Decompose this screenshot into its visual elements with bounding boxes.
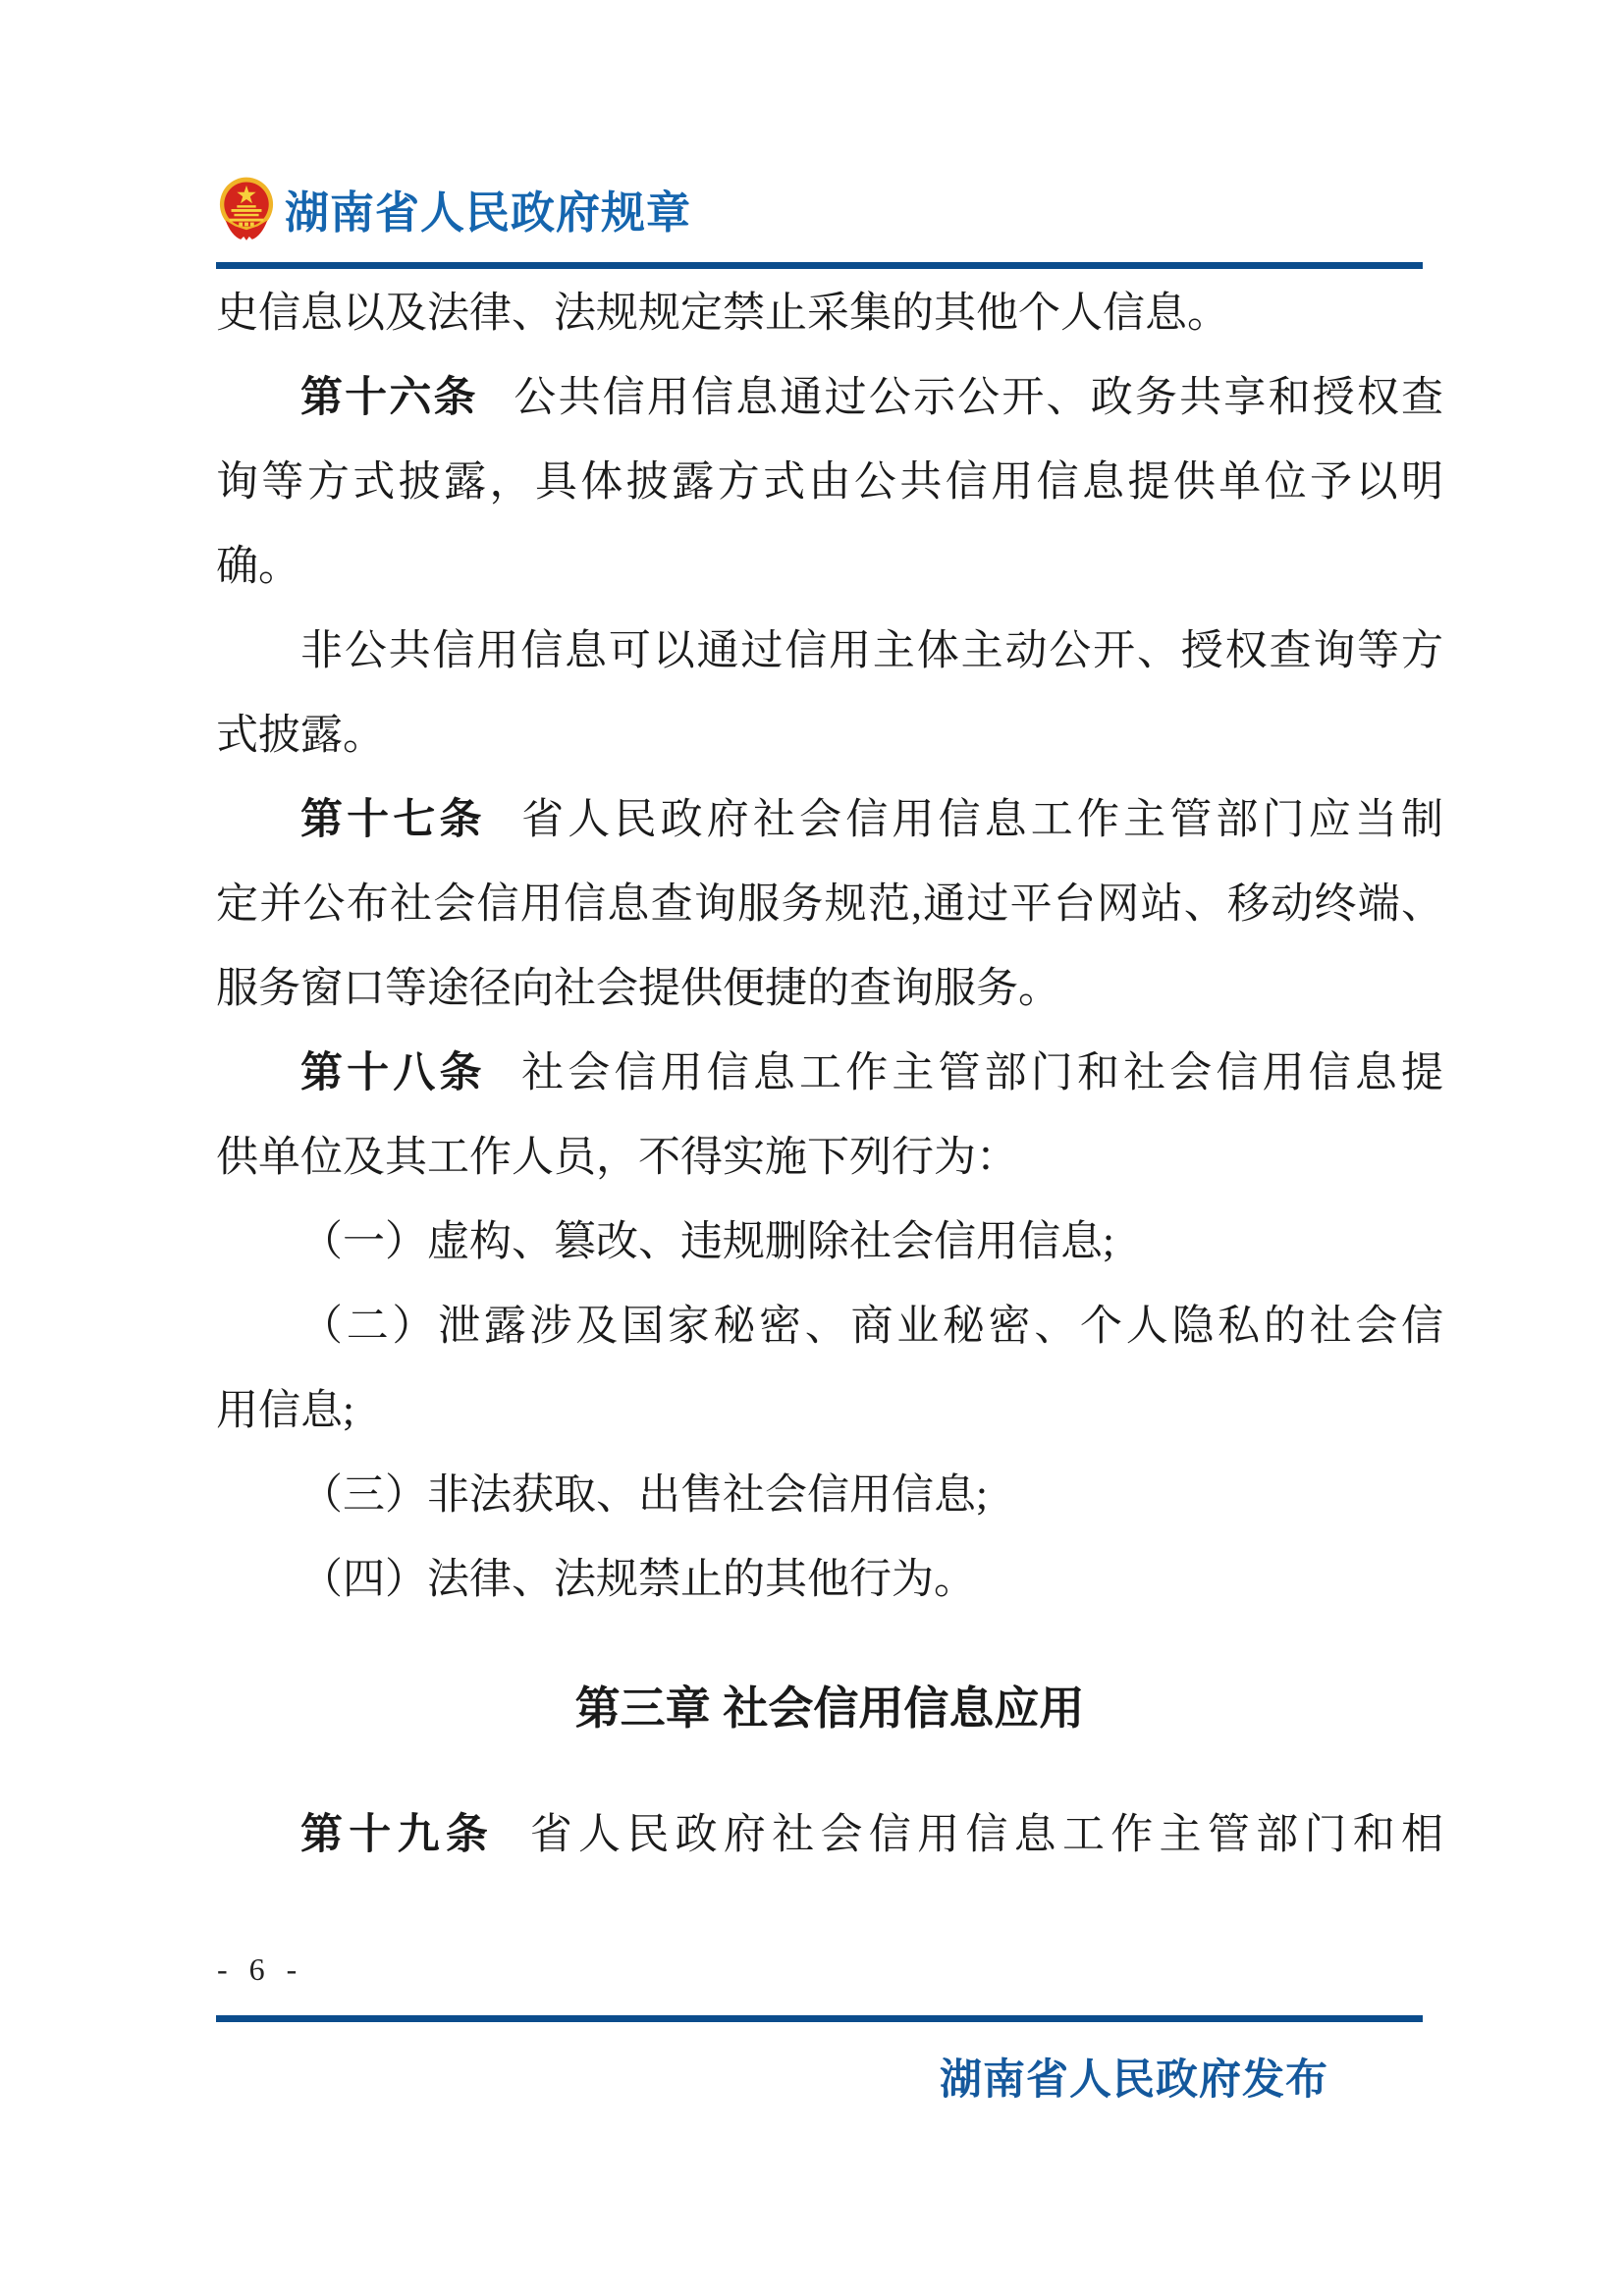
- publisher-label: 湖南省人民政府发布: [940, 2057, 1328, 2104]
- line-text: 定并公布社会信用信息查询服务规范,通过平台网站、移动终端、: [216, 881, 1443, 928]
- article-number: 第十九条: [300, 1812, 495, 1858]
- line-text: （三）非法获取、出售社会信用信息;: [300, 1472, 988, 1519]
- body-line: [216, 610, 1443, 694]
- line-text: 公共信用信息通过公示公开、政务共享和授权查: [514, 375, 1443, 421]
- body-line: [216, 525, 1443, 610]
- page-number: - 6 -: [217, 1951, 304, 1987]
- line-text: （二）泄露涉及国家秘密、商业秘密、个人隐私的社会信: [300, 1304, 1443, 1350]
- line-text: 供单位及其工作人员，不得实施下列行为：: [216, 1135, 1018, 1181]
- body-line: [216, 1793, 1443, 1878]
- line-text: （四）法律、法规禁止的其他行为。: [300, 1557, 976, 1603]
- header-rule: [216, 262, 1423, 269]
- line-text: 史信息以及法律、法规规定禁止采集的其他个人信息。: [216, 291, 1229, 337]
- body-line: [216, 1538, 1443, 1623]
- line-text: 省人民政府社会信用信息工作主管部门应当制: [521, 797, 1443, 843]
- body-line: [216, 1201, 1443, 1285]
- line-text: 非公共信用信息可以通过信用主体主动公开、授权查询等方: [300, 628, 1443, 674]
- line-text: 用信息;: [216, 1388, 354, 1434]
- line-text: 省人民政府社会信用信息工作主管部门和相: [529, 1812, 1443, 1858]
- line-text: 询等方式披露，具体披露方式由公共信用信息提供单位予以明: [216, 459, 1443, 506]
- body-lines: [216, 272, 1443, 1878]
- article-number: 第十六条: [300, 375, 478, 421]
- line-text: 式披露。: [216, 713, 385, 759]
- national-emblem-icon: [218, 177, 275, 241]
- body-line: [216, 778, 1443, 863]
- body-line: [216, 441, 1443, 525]
- line-text: 确。: [216, 544, 300, 590]
- body-line: [216, 1454, 1443, 1538]
- page-header-title: 湖南省人民政府规章: [285, 188, 692, 238]
- line-text: 社会信用信息工作主管部门和社会信用信息提: [521, 1050, 1443, 1096]
- body-line: [216, 272, 1443, 356]
- body-line: [216, 1032, 1443, 1116]
- article-number: 第十七条: [300, 797, 486, 843]
- body-line: [216, 947, 1443, 1032]
- body-line: [216, 1285, 1443, 1369]
- body-line: [216, 863, 1443, 947]
- article-number: 第十八条: [300, 1050, 486, 1096]
- footer-rule: [216, 2015, 1423, 2022]
- chapter-heading: [216, 1666, 1443, 1750]
- publisher-row: [216, 2056, 1443, 2107]
- line-text: 服务窗口等途径向社会提供便捷的查询服务。: [216, 966, 1060, 1012]
- body-line: [216, 1116, 1443, 1201]
- body-line: [216, 1369, 1443, 1454]
- body-line: [216, 694, 1443, 778]
- line-text: （一）虚构、篡改、违规删除社会信用信息;: [300, 1219, 1114, 1265]
- body-line: [216, 356, 1443, 441]
- line-text: 第三章 社会信用信息应用: [574, 1682, 1085, 1734]
